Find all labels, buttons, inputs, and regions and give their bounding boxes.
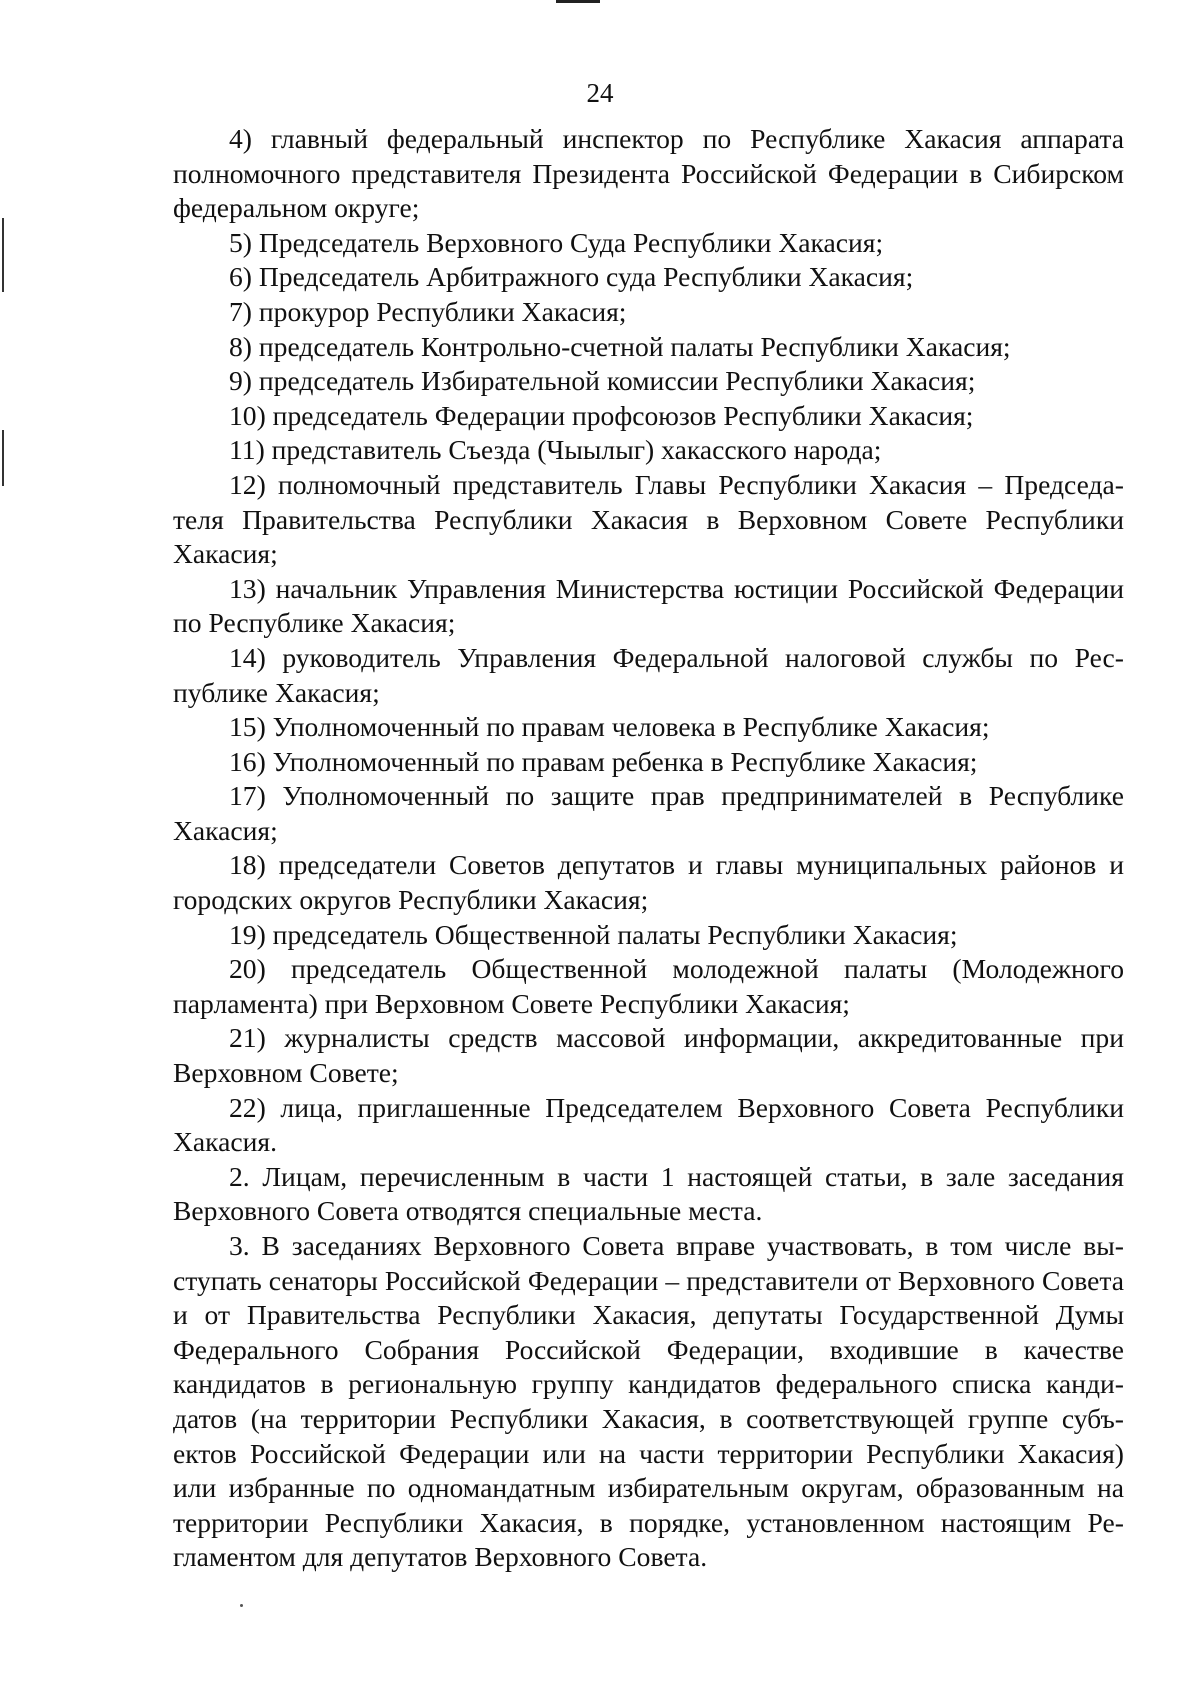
list-item: 13) начальник Управления Министерства юстиции Российской Федерации по Республике Хакасия;: [173, 572, 1124, 639]
scan-dot-mark: [240, 1604, 243, 1607]
list-item: 9) председатель Избирательной комиссии Республики Хакасия;: [229, 365, 976, 397]
list-item: 14) руководитель Управления Федеральной налоговой службы по Республике Хакасия;: [173, 641, 1124, 708]
list-item: 18) председатели Советов депутатов и главы муниципальных районов и городских округов Республики Хакасия;: [173, 849, 1124, 916]
margin-scan-mark: [2, 218, 4, 292]
list-item: 7) прокурор Республики Хакасия;: [229, 295, 627, 327]
list-item: 10) председатель Федерации профсоюзов Республики Хакасия;: [229, 399, 974, 431]
list-item: 19) председатель Общественной палаты Республики Хакасия;: [229, 918, 958, 950]
list-item: 22) лица, приглашенные Председателем Верховного Совета Республики Хакасия.: [173, 1091, 1124, 1158]
list-item: 6) Председатель Арбитражного суда Республики Хакасия;: [229, 261, 914, 293]
page-number: 24: [586, 78, 614, 108]
list-item: 8) председатель Контрольно-счетной палаты Республики Хакасия;: [229, 330, 1011, 362]
document-body: [173, 122, 1124, 1575]
article-part-3: 3. В заседаниях Верховного Совета вправе участвовать, в том числе выступать сенаторы Российской Федерации – представители от Верховного Совета и от Правительства Республики Хакасия, депутаты Государственной Думы Федерального Собрания Российской Федерации, входившие в качестве кандидатов в региональную группу кандидатов федерального списка кандидатов (на территории Республики Хакасия, в соответствующей группе субъектов Российской Федерации или на части территории Республики Хакасия) или избранные по одномандатным избирательным округам, образованным на территории Республики Хакасия, в порядке, установленном настоящим Регламентом для депутатов Верховного Совета.: [173, 1230, 1124, 1573]
top-rule-mark: [556, 0, 600, 3]
list-item: 16) Уполномоченный по правам ребенка в Республике Хакасия;: [229, 745, 978, 777]
list-item: 17) Уполномоченный по защите прав предпринимателей в Республике Хакасия;: [173, 780, 1124, 846]
list-item: 11) представитель Съезда (Чыылыг) хакасского народа;: [229, 434, 882, 466]
list-item: 20) председатель Общественной молодежной палаты (Молодежного парламента) при Верховном Совете Республики Хакасия;: [173, 953, 1124, 1019]
list-item: 5) Председатель Верховного Суда Республики Хакасия;: [229, 226, 884, 258]
list-item: 4) главный федеральный инспектор по Республике Хакасия аппарата полномочного представителя Президента Российской Федерации в Сибирском федеральном округе;: [173, 123, 1124, 224]
article-part-2: 2. Лицам, перечисленным в части 1 настоящей статьи, в зале заседания Верховного Совета отводятся специальные места.: [173, 1160, 1124, 1227]
list-item: 12) полномочный представитель Главы Республики Хакасия – Председателя Правительства Республики Хакасия в Верховном Совете Республики Хакасия;: [173, 468, 1124, 570]
list-item: 21) журналисты средств массовой информации, аккредитованные при Верховном Совете;: [173, 1022, 1124, 1089]
list-item: 15) Уполномоченный по правам человека в Республике Хакасия;: [229, 711, 990, 743]
margin-scan-mark: [2, 430, 4, 486]
